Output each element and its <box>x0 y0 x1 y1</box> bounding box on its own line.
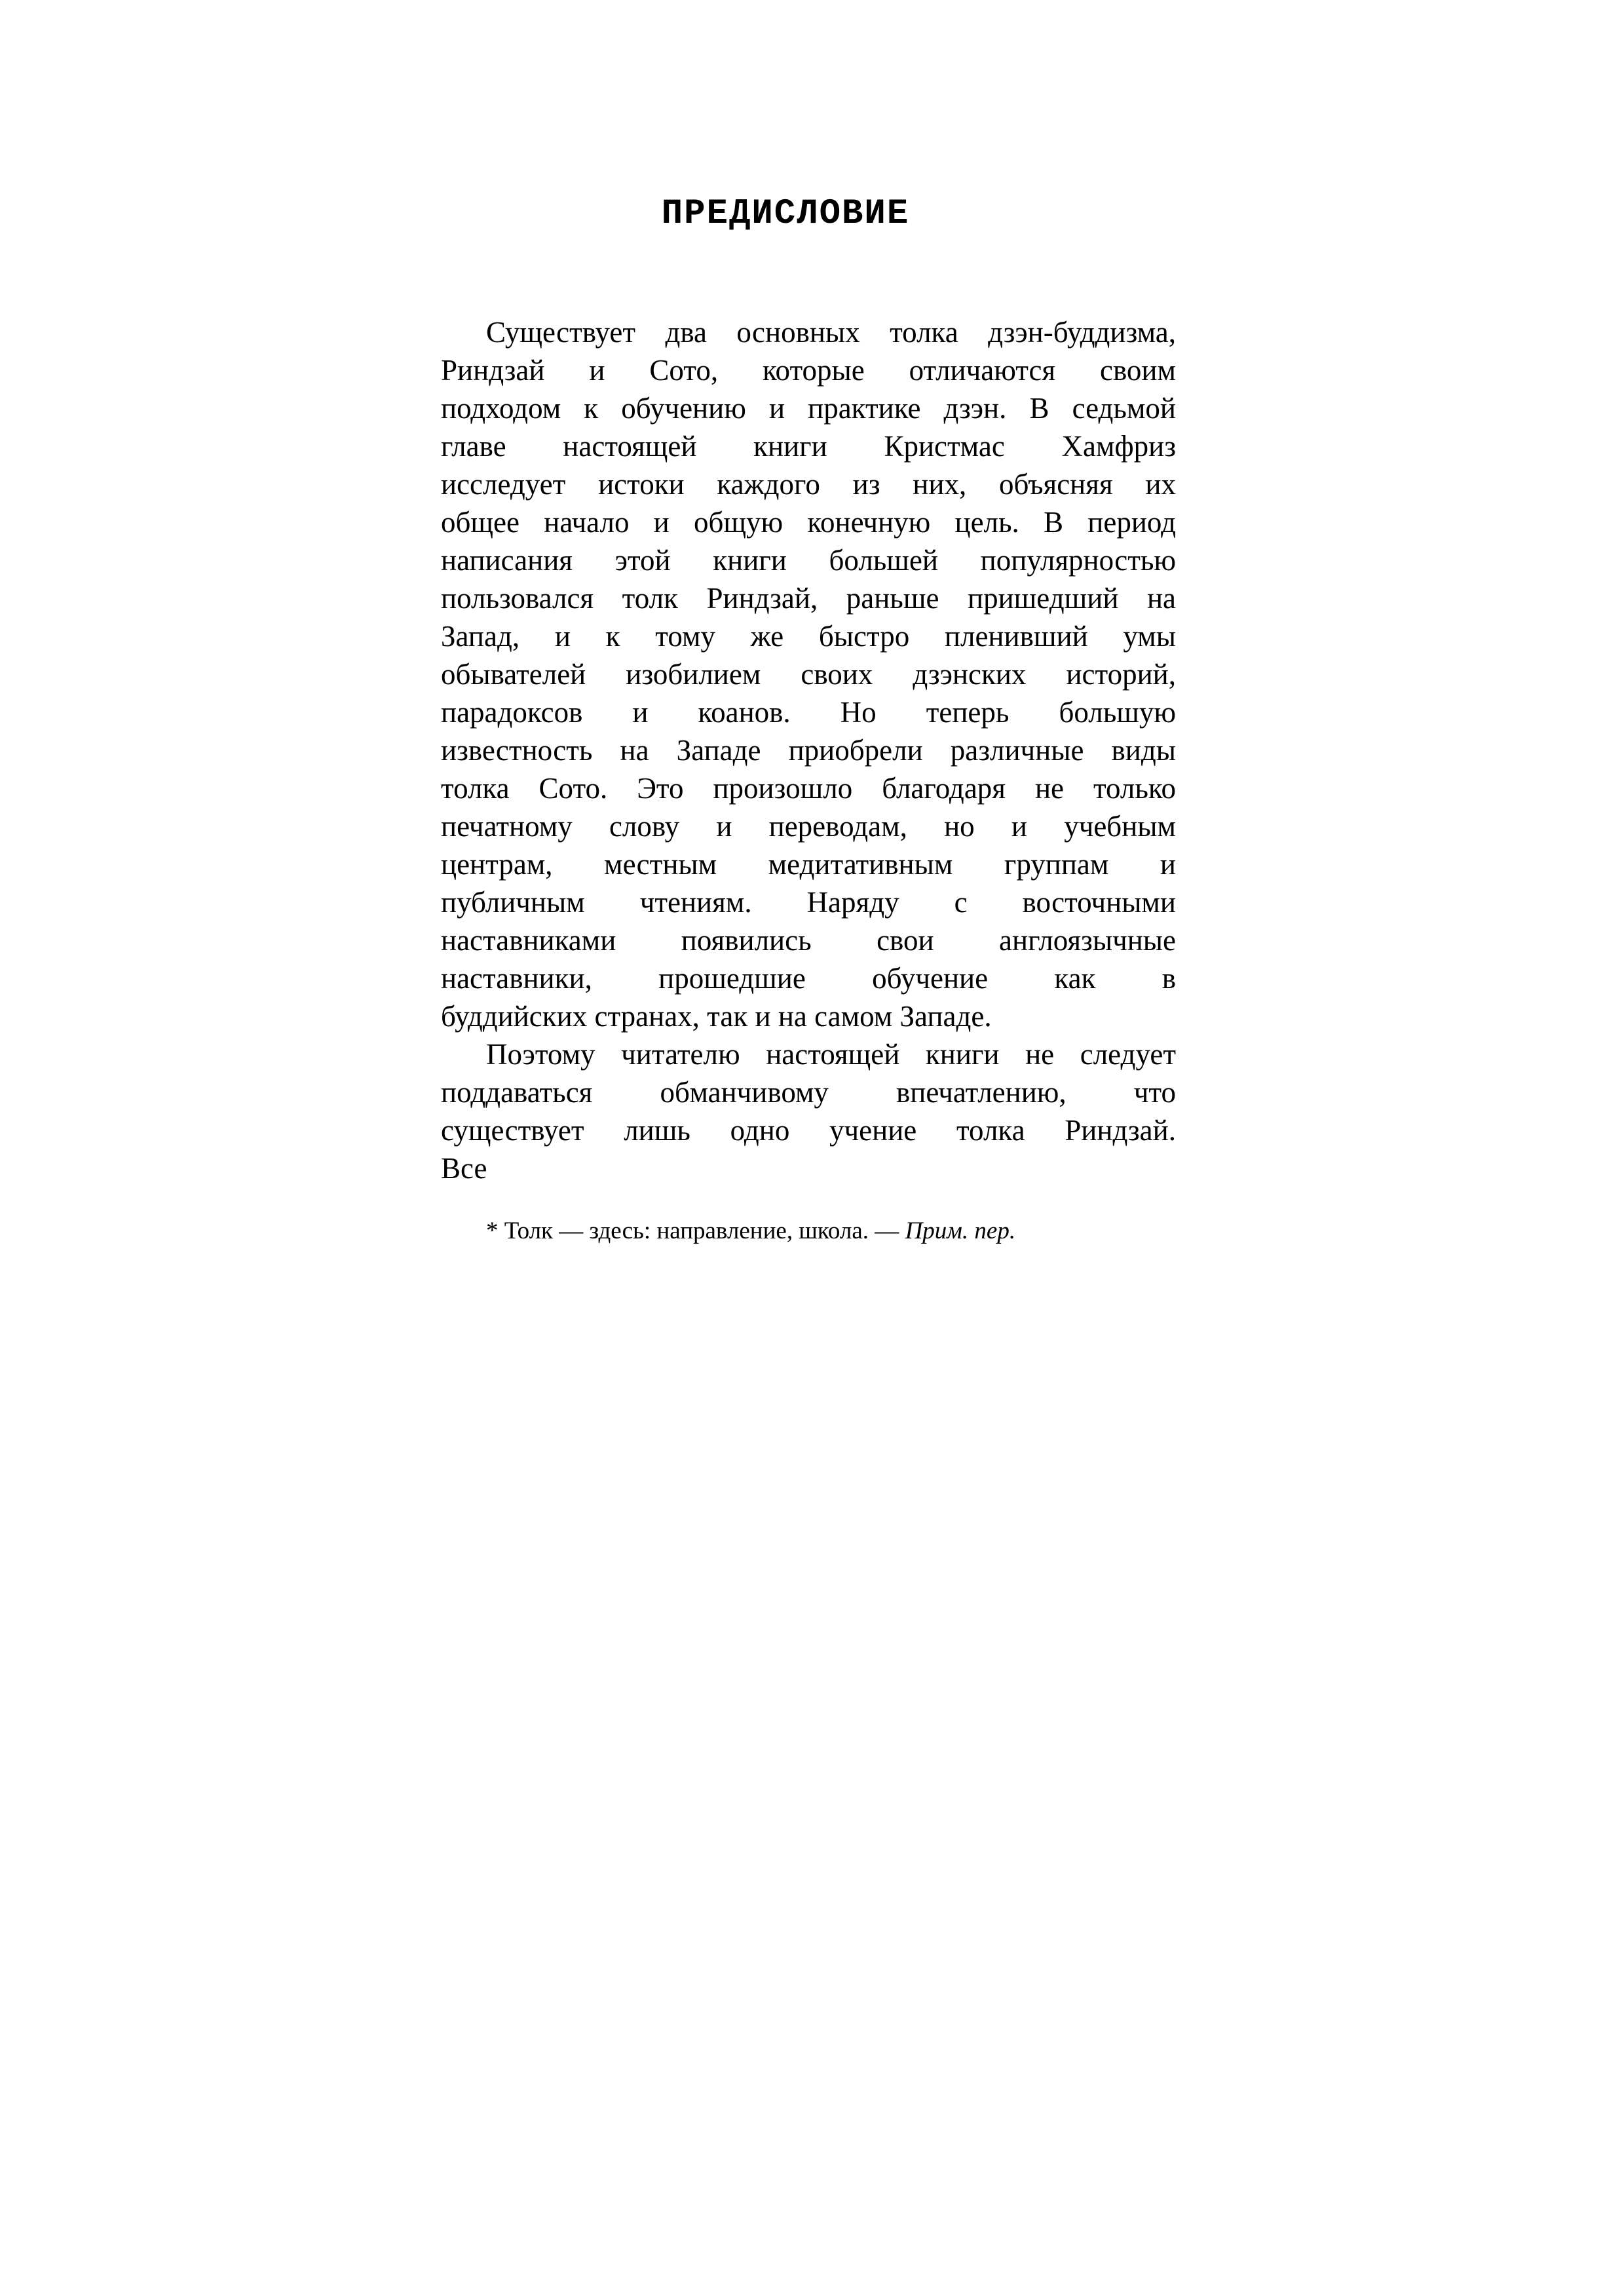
text-line: существует лишь одно учение толка Риндзай. <box>441 1114 1176 1147</box>
text-line: Запад, и к тому же быстро пленивший умы <box>441 620 1176 653</box>
text-line: общее начало и общую конечную цель. В период <box>441 506 1176 539</box>
footnote-attribution: Прим. пер. <box>905 1217 1016 1244</box>
page-title: ПРЕДИСЛОВИЕ <box>661 194 910 234</box>
text-line: главе настоящей книги Кристмас Хамфриз <box>441 430 1176 463</box>
text-line: Поэтому читателю настоящей книги не следует <box>486 1038 1176 1071</box>
text-line: центрам, местным медитативным группам и <box>441 848 1176 881</box>
text-line: печатному слову и переводам, но и учебным <box>441 810 1176 843</box>
text-line: наставниками появились свои англоязычные <box>441 924 1176 957</box>
text-line: Все <box>441 1152 487 1185</box>
text-line: парадоксов и коанов. Но теперь большую <box>441 696 1176 729</box>
text-line: обывателей изобилием своих дзэнских историй, <box>441 658 1176 691</box>
text-line: подходом к обучению и практике дзэн. В седьмой <box>441 392 1176 425</box>
footnote-text: * Толк — здесь: направление, школа. — <box>486 1217 905 1244</box>
text-line: буддийских странах, так и на самом Западе. <box>441 1000 992 1033</box>
body-text <box>441 313 1176 1187</box>
text-line: публичным чтениям. Наряду с восточными <box>441 886 1176 919</box>
text-line: наставники, прошедшие обучение как в <box>441 962 1176 995</box>
text-line: поддаваться обманчивому впечатлению, что <box>441 1076 1176 1109</box>
text-line: толка Сото. Это произошло благодаря не только <box>441 772 1176 805</box>
text-line: Существует два основных толка дзэн-буддизма, <box>486 316 1176 349</box>
text-line: исследует истоки каждого из них, объясняя их <box>441 468 1176 501</box>
text-line: известность на Западе приобрели различные виды <box>441 734 1176 767</box>
footnote <box>441 1216 1176 1246</box>
text-line: пользовался толк Риндзай, раньше пришедший на <box>441 582 1176 615</box>
text-line: написания этой книги большей популярностью <box>441 544 1176 577</box>
text-line: Риндзай и Сото, которые отличаются своим <box>441 354 1176 387</box>
